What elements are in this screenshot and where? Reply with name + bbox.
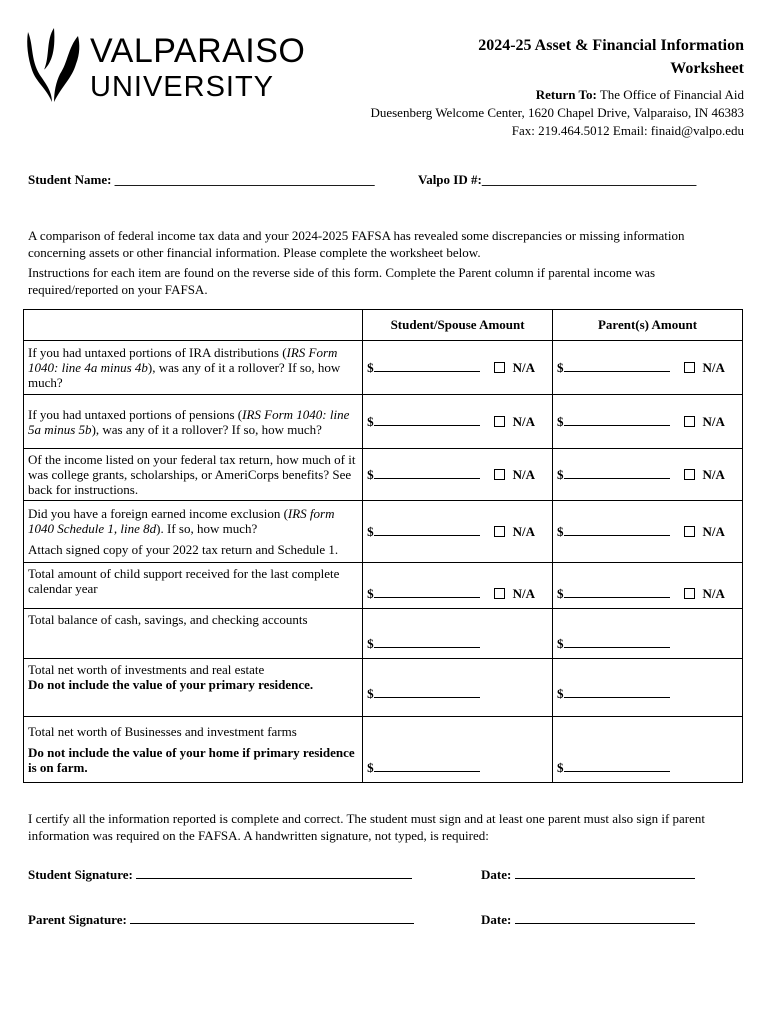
university-logo: [24, 26, 304, 106]
table-header-row: [24, 310, 743, 341]
student-name-field[interactable]: Student Name: ________________________________________: [28, 172, 375, 187]
student-date-field[interactable]: Date:: [481, 866, 695, 883]
question-foreign: Did you have a foreign earned income exclusion (IRS form 1040 Schedule 1, line 8d). If so, how much? Attach signed copy of your 2022 tax return and Schedule 1.: [24, 501, 363, 563]
col-parent-header: Parent(s) Amount: [553, 310, 743, 341]
question-pensions: If you had untaxed portions of pensions (IRS Form 1040: line 5a minus 5b), was any of it a rollover? If so, how much?: [24, 395, 363, 449]
logo-text-valparaiso: VALPARAISO: [90, 32, 306, 70]
question-investments: Total net worth of investments and real estate Do not include the value of your primary residence.: [24, 659, 363, 717]
return-to-block: [284, 86, 744, 140]
na-checkbox[interactable]: [494, 526, 505, 537]
parent-amount-businesses[interactable]: $: [553, 717, 743, 783]
parent-amount-cash[interactable]: $: [553, 609, 743, 659]
student-amount-pensions[interactable]: $ N/A: [363, 395, 553, 449]
parent-date-field[interactable]: Date:: [481, 911, 695, 928]
table-row: [24, 341, 743, 395]
return-contact: Fax: 219.464.5012 Email: finaid@valpo.edu: [511, 123, 744, 138]
student-amount-ira[interactable]: $ N/A: [363, 341, 553, 395]
student-amount-foreign[interactable]: $ N/A: [363, 501, 553, 563]
student-amount-cash[interactable]: $: [363, 609, 553, 659]
form-title: 2024-25 Asset & Financial Information Worksheet: [478, 37, 744, 77]
na-checkbox[interactable]: [684, 469, 695, 480]
question-grants: Of the income listed on your federal tax return, how much of it was college grants, scholarships, or AmeriCorps benefits? See back for instructions.: [24, 449, 363, 501]
worksheet-table: [23, 309, 743, 783]
na-checkbox[interactable]: [684, 588, 695, 599]
table-row: [24, 563, 743, 609]
na-checkbox[interactable]: [494, 588, 505, 599]
parent-amount-ira[interactable]: $ N/A: [553, 341, 743, 395]
parent-amount-grants[interactable]: $ N/A: [553, 449, 743, 501]
question-businesses: Total net worth of Businesses and investment farms Do not include the value of your home if primary residence is on farm.: [24, 717, 363, 783]
return-office: The Office of Financial Aid: [599, 87, 744, 102]
student-signature-field[interactable]: Student Signature:: [28, 866, 412, 883]
parent-amount-pensions[interactable]: $ N/A: [553, 395, 743, 449]
na-checkbox[interactable]: [684, 526, 695, 537]
student-amount-businesses[interactable]: $: [363, 717, 553, 783]
return-address: Duesenberg Welcome Center, 1620 Chapel Drive, Valparaiso, IN 46383: [370, 105, 744, 120]
na-checkbox[interactable]: [684, 416, 695, 427]
parent-amount-foreign[interactable]: $ N/A: [553, 501, 743, 563]
col-student-header: Student/Spouse Amount: [363, 310, 553, 341]
intro-paragraph: A comparison of federal income tax data and your 2024-2025 FAFSA has revealed some discrepancies or missing information concerning assets or other financial information. Please complete the worksheet below.: [28, 228, 685, 260]
table-row: [24, 395, 743, 449]
na-checkbox[interactable]: [494, 416, 505, 427]
logo-text-university: UNIVERSITY: [90, 71, 275, 103]
student-amount-grants[interactable]: $ N/A: [363, 449, 553, 501]
question-child-support: Total amount of child support received for the last complete calendar year: [24, 563, 363, 609]
na-checkbox[interactable]: [494, 469, 505, 480]
flame-emblem-icon: [24, 26, 82, 106]
table-row: [24, 659, 743, 717]
valpo-id-field[interactable]: Valpo ID #:_________________________________: [418, 172, 697, 187]
parent-amount-child-support[interactable]: $ N/A: [553, 563, 743, 609]
certify-paragraph: I certify all the information reported is complete and correct. The student must sign and at least one parent must also sign if parent information was required on the FAFSA. A handwritten signature, not typed, is required:: [28, 811, 706, 843]
return-to-label: Return To:: [535, 87, 597, 102]
na-checkbox[interactable]: [494, 362, 505, 373]
parent-signature-field[interactable]: Parent Signature:: [28, 911, 414, 928]
student-amount-investments[interactable]: $: [363, 659, 553, 717]
table-row: [24, 501, 743, 563]
question-ira: If you had untaxed portions of IRA distributions (IRS Form 1040: line 4a minus 4b), was any of it a rollover? If so, how much?: [24, 341, 363, 395]
student-amount-child-support[interactable]: $ N/A: [363, 563, 553, 609]
parent-amount-investments[interactable]: $: [553, 659, 743, 717]
question-cash: Total balance of cash, savings, and checking accounts: [24, 609, 363, 659]
table-row: [24, 449, 743, 501]
table-row: [24, 717, 743, 783]
instructions-paragraph: Instructions for each item are found on the reverse side of this form. Complete the Parent column if parental income was required/reported on your FAFSA.: [28, 265, 656, 297]
na-checkbox[interactable]: [684, 362, 695, 373]
table-row: [24, 609, 743, 659]
